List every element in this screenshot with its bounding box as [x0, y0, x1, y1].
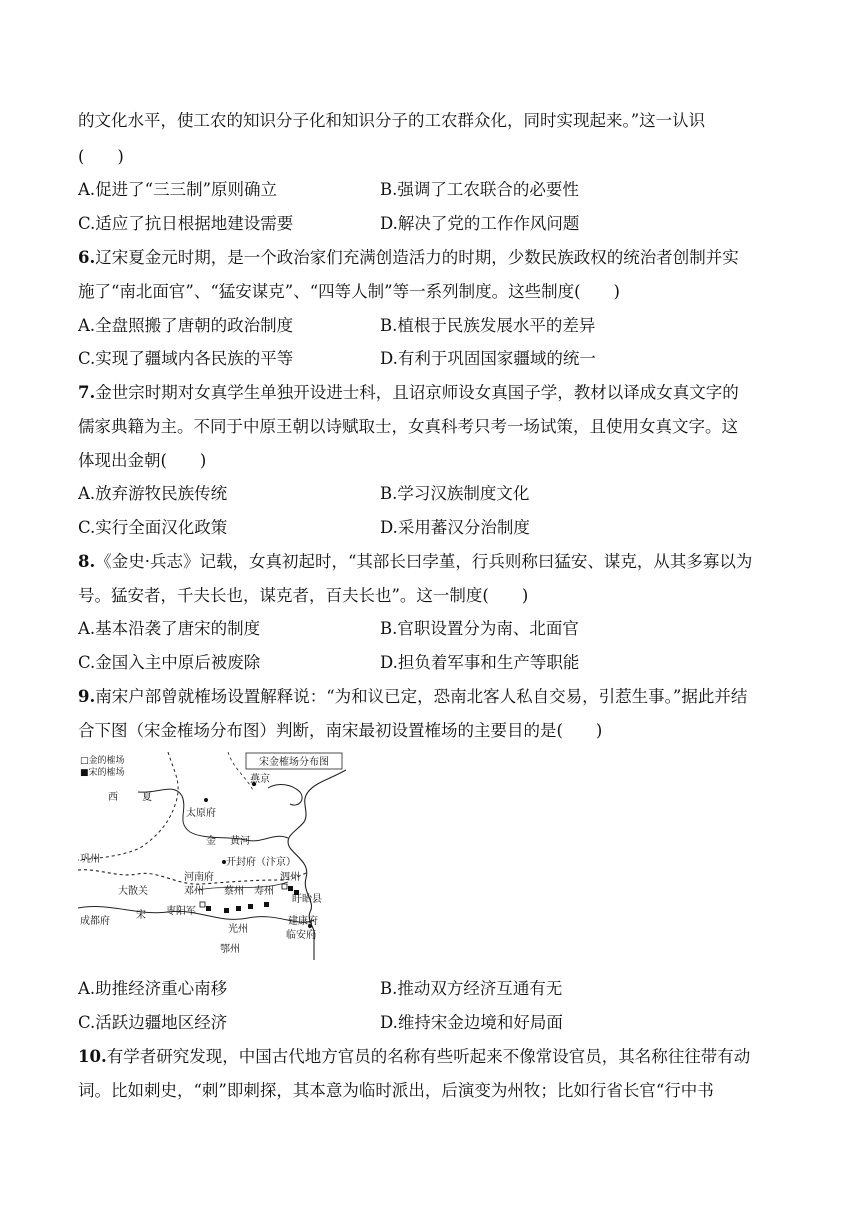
city-dot-taiyuan — [204, 798, 208, 802]
label-shouzhou: 寿州 — [254, 886, 274, 897]
q9-line-2: 合下图（宋金榷场分布图）判断，南宋最初设置榷场的主要目的是( ) — [78, 721, 603, 740]
q10-line-1 — [78, 1046, 750, 1068]
label-guangzhou: 光州 — [228, 924, 248, 935]
label-taiyuan: 太原府 — [186, 808, 216, 819]
q7-option-d[interactable]: D.采用蕃汉分治制度 — [380, 518, 530, 537]
label-xuyi: 盱眙县 — [292, 894, 322, 905]
legend-jin-market: □金的榷场 — [80, 756, 125, 766]
label-huanghe: 黄河 — [230, 836, 250, 847]
jin-market-marker — [282, 884, 287, 889]
label-ezhou: 鄂州 — [220, 944, 240, 955]
label-linan: 临安府 — [286, 930, 316, 941]
label-caizhou: 蔡州 — [224, 886, 244, 897]
label-jiankang: 建康府 — [288, 916, 318, 927]
intro-line-2: ( ) — [78, 147, 124, 166]
map-background — [78, 752, 346, 960]
q9-option-c[interactable]: C.活跃边疆地区经济 — [78, 1013, 228, 1032]
q8-option-c[interactable]: C.金国入主中原后被废除 — [78, 653, 261, 672]
q6-stem-1: 辽宋夏金元时期，是一个政治家们充满创造活力的时期，少数民族政权的统治者创制并实 — [95, 248, 739, 267]
q10-stem-1: 有学者研究发现，中国古代地方官员的名称有些听起来不像常设官员，其名称往往带有动 — [106, 1047, 751, 1066]
q9-option-a[interactable]: A.助推经济重心南移 — [78, 979, 228, 998]
label-chengdu: 成都府 — [80, 916, 110, 927]
q5-option-d[interactable]: D.解决了党的工作作风问题 — [380, 214, 580, 233]
label-zaoyang: 枣阳军 — [166, 906, 196, 917]
label-kaifeng: 开封府（汴京） — [226, 857, 296, 868]
q9-stem-1: 南宋户部曾就榷场设置解释说：“为和议已定，恐南北客人私自交易，引惹生事。”据此并结 — [95, 687, 748, 706]
q10-line-2: 词。比如刺史，“刺”即刺探，其本意为临时派出，后演变为州牧；比如行省长官“行中书 — [78, 1081, 714, 1100]
label-xia: 夏 — [142, 792, 152, 803]
q6-option-a[interactable]: A.全盘照搬了唐朝的政治制度 — [78, 316, 294, 335]
q8-line-2: 号。猛安者，千夫长也，谋克者，百夫长也”。这一制度( ) — [78, 586, 529, 605]
q7-option-c[interactable]: C.实行全面汉化政策 — [78, 518, 228, 537]
song-jin-market-map — [78, 752, 346, 960]
q9-option-d[interactable]: D.维持宋金边境和好局面 — [380, 1013, 563, 1032]
q8-option-d[interactable]: D.担负着军事和生产等职能 — [380, 653, 580, 672]
q6-line-2: 施了“南北面官”、“猛安谋克”、“四等人制”等一系列制度。这些制度( ) — [78, 282, 620, 301]
q6-number: 6. — [78, 248, 96, 267]
label-yanjing: 燕京 — [250, 774, 270, 785]
label-dasanguan: 大散关 — [118, 886, 148, 897]
q8-line-1 — [78, 551, 752, 573]
q7-stem-1: 金世宗时期对女真学生单独开设进士科，且诏京师设女真国子学，教材以译成女真文字的 — [95, 383, 739, 402]
jin-market-marker — [200, 902, 205, 907]
q7-option-b[interactable]: B.学习汉族制度文化 — [380, 484, 530, 503]
song-market-marker — [288, 886, 293, 891]
q7-line-3: 体现出金朝( ) — [78, 451, 207, 470]
song-market-marker — [224, 908, 229, 913]
q9-option-b[interactable]: B.推动双方经济互通有无 — [380, 979, 563, 998]
q5-option-b[interactable]: B.强调了工农联合的必要性 — [380, 180, 579, 199]
label-song: 宋 — [136, 910, 146, 921]
q9-line-1 — [78, 686, 747, 708]
label-dengzhou: 邓州 — [184, 886, 204, 897]
label-xi: 西 — [108, 792, 118, 803]
label-henan: 河南府 — [184, 872, 214, 883]
song-market-marker — [206, 906, 211, 911]
q8-option-b[interactable]: B.官职设置分为南、北面官 — [380, 619, 579, 638]
q7-line-1 — [78, 382, 739, 404]
q7-number: 7. — [78, 383, 96, 402]
label-gongzhou: 巩州 — [80, 854, 100, 865]
q8-number: 8. — [78, 552, 96, 571]
q6-line-1 — [78, 247, 739, 269]
q5-option-c[interactable]: C.适应了抗日根据地建设需要 — [78, 214, 294, 233]
song-market-marker — [264, 902, 269, 907]
q8-option-a[interactable]: A.基本沿袭了唐宋的制度 — [78, 619, 261, 638]
song-market-marker — [248, 904, 253, 909]
q6-option-b[interactable]: B.植根于民族发展水平的差异 — [380, 316, 596, 335]
q5-option-a[interactable]: A.促进了“三三制”原则确立 — [78, 180, 278, 199]
label-sizhou: 泗州 — [280, 872, 300, 883]
q7-line-2: 儒家典籍为主。不同于中原王朝以诗赋取士，女真科考只考一场试策，且使用女真文字。这 — [78, 417, 738, 436]
q8-stem-1: 《金史·兵志》记载，女真初起时，“其部长曰孛堇，行兵则称曰猛安、谋克，从其多寡以为 — [95, 552, 753, 571]
q7-option-a[interactable]: A.放弃游牧民族传统 — [78, 484, 228, 503]
intro-line-1: 的文化水平，使工农的知识分子化和知识分子的工农群众化，同时实现起来。”这一认识 — [78, 111, 706, 130]
q6-option-d[interactable]: D.有利于巩固国家疆域的统一 — [380, 349, 596, 368]
map-title: 宋金榷场分布图 — [259, 757, 329, 768]
q10-number: 10. — [78, 1047, 107, 1066]
q6-option-c[interactable]: C.实现了疆域内各民族的平等 — [78, 349, 294, 368]
q9-number: 9. — [78, 687, 96, 706]
song-market-marker — [236, 906, 241, 911]
legend-song-market: ■宋的榷场 — [80, 768, 125, 778]
label-jin: 金 — [206, 836, 216, 847]
